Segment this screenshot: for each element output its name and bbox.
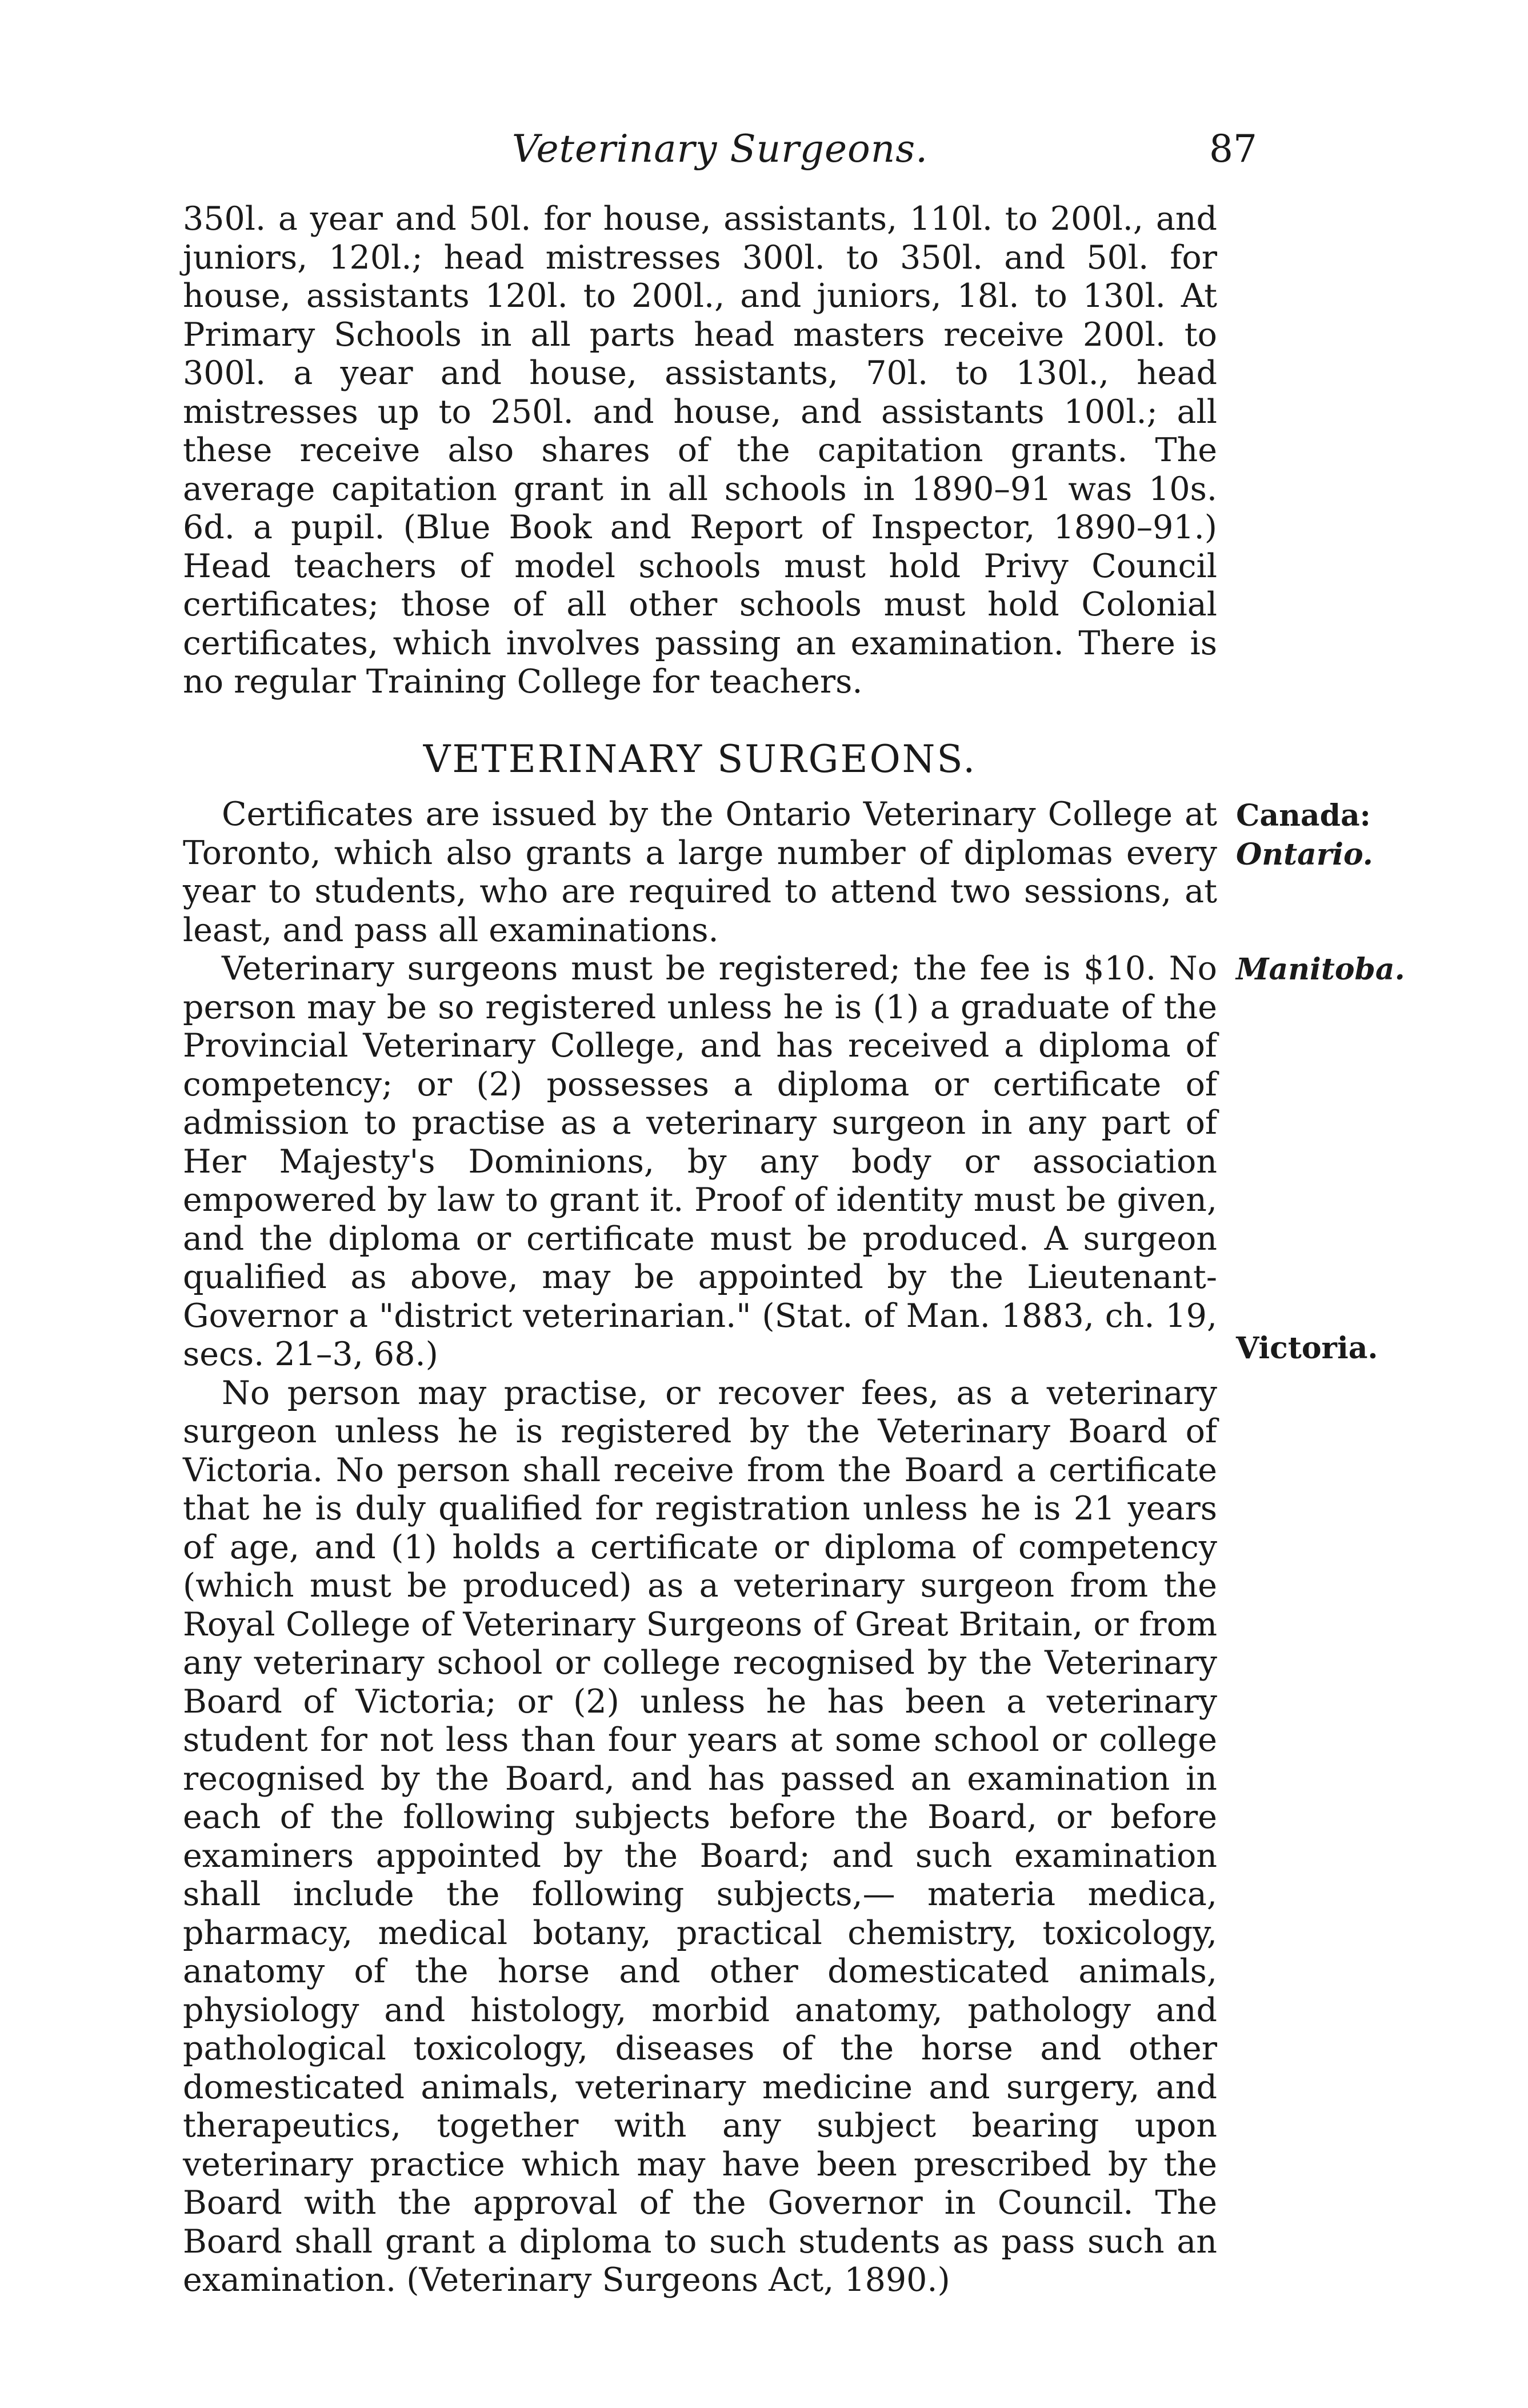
- section-body: [183, 795, 1217, 2300]
- paragraph-manitoba: Veterinary surgeons must be registered; the fee is $10. No person may be so registered unless he is (1) a graduate of the Provincial Veterinary College, and has received a diploma of competency; or (2) possesses a diploma or certificate of admission to practise as a veterinary surgeon in any part of Her Majesty's Dominions, by any body or association empowered by law to grant it. Proof of identity must be given, and the diploma or certificate must be produced. A surgeon qualified as above, may be appointed by the Lieutenant-Governor a "district veterinarian." (Stat. of Man. 1883, ch. 19, secs. 21–3, 68.): [183, 950, 1217, 1373]
- margin-note-manitoba: Manitoba.: [1236, 952, 1405, 987]
- section-heading: VETERINARY SURGEONS.: [423, 737, 977, 781]
- intro-text-block: [183, 200, 1217, 702]
- intro-paragraph: 350l. a year and 50l. for house, assistants, 110l. to 200l., and juniors, 120l.; head mistresses 300l. to 350l. and 50l. for house, assistants 120l. to 200l., and juniors, 18l. to 130l. At Primary Schools in all parts head masters receive 200l. to 300l. a year and house, assistants, 70l. to 130l., head mistresses up to 250l. and house, and assistants 100l.; all these receive also shares of the capitation grants. The average capitation grant in all schools in 1890–91 was 10s. 6d. a pupil. (Blue Book and Report of Inspector, 1890–91.) Head teachers of model schools must hold Privy Council certificates; those of all other schools must hold Colonial certificates, which involves passing an examination. There is no regular Training College for teachers.: [183, 200, 1217, 701]
- page-number: 87: [1209, 127, 1257, 171]
- paragraph-victoria: No person may practise, or recover fees, as a veterinary surgeon unless he is registered by the Veterinary Board of Victoria. No person shall receive from the Board a certificate that he is duly qualified for registration unless he is 21 years of age, and (1) holds a certificate or diploma of competency (which must be produced) as a veterinary surgeon from the Royal College of Veterinary Surgeons of Great Britain, or from any veterinary school or college recognised by the Veterinary Board of Victoria; or (2) unless he has been a veterinary student for not less than four years at some school or college recognised by the Board, and has passed an examination in each of the following subjects before the Board, or before examiners appointed by the Board; and such examination shall include the following subjects,— materia medica, pharmacy, medical botany, practical chemistry, toxicology, anatomy of the horse and other domesticated animals, physiology and histology, morbid anatomy, pathology and pathological toxicology, diseases of the horse and other domesticated animals, veterinary medicine and surgery, and therapeutics, together with any subject bearing upon veterinary practice which may have been prescribed by the Board with the approval of the Governor in Council. The Board shall grant a diploma to such students as pass such an examination. (Veterinary Surgeons Act, 1890.): [183, 1374, 1217, 2299]
- running-title: Veterinary Surgeons.: [511, 127, 929, 171]
- margin-note-victoria: Victoria.: [1236, 1331, 1378, 1366]
- margin-note-ontario: Ontario.: [1236, 837, 1373, 872]
- paragraph-ontario: Certificates are issued by the Ontario Veterinary College at Toronto, which also grants a large number of diplomas every year to students, who are required to attend two sessions, at least, and pass all examinations.: [183, 795, 1217, 949]
- margin-note-canada: Canada:: [1236, 798, 1371, 833]
- page-header: [183, 127, 1257, 178]
